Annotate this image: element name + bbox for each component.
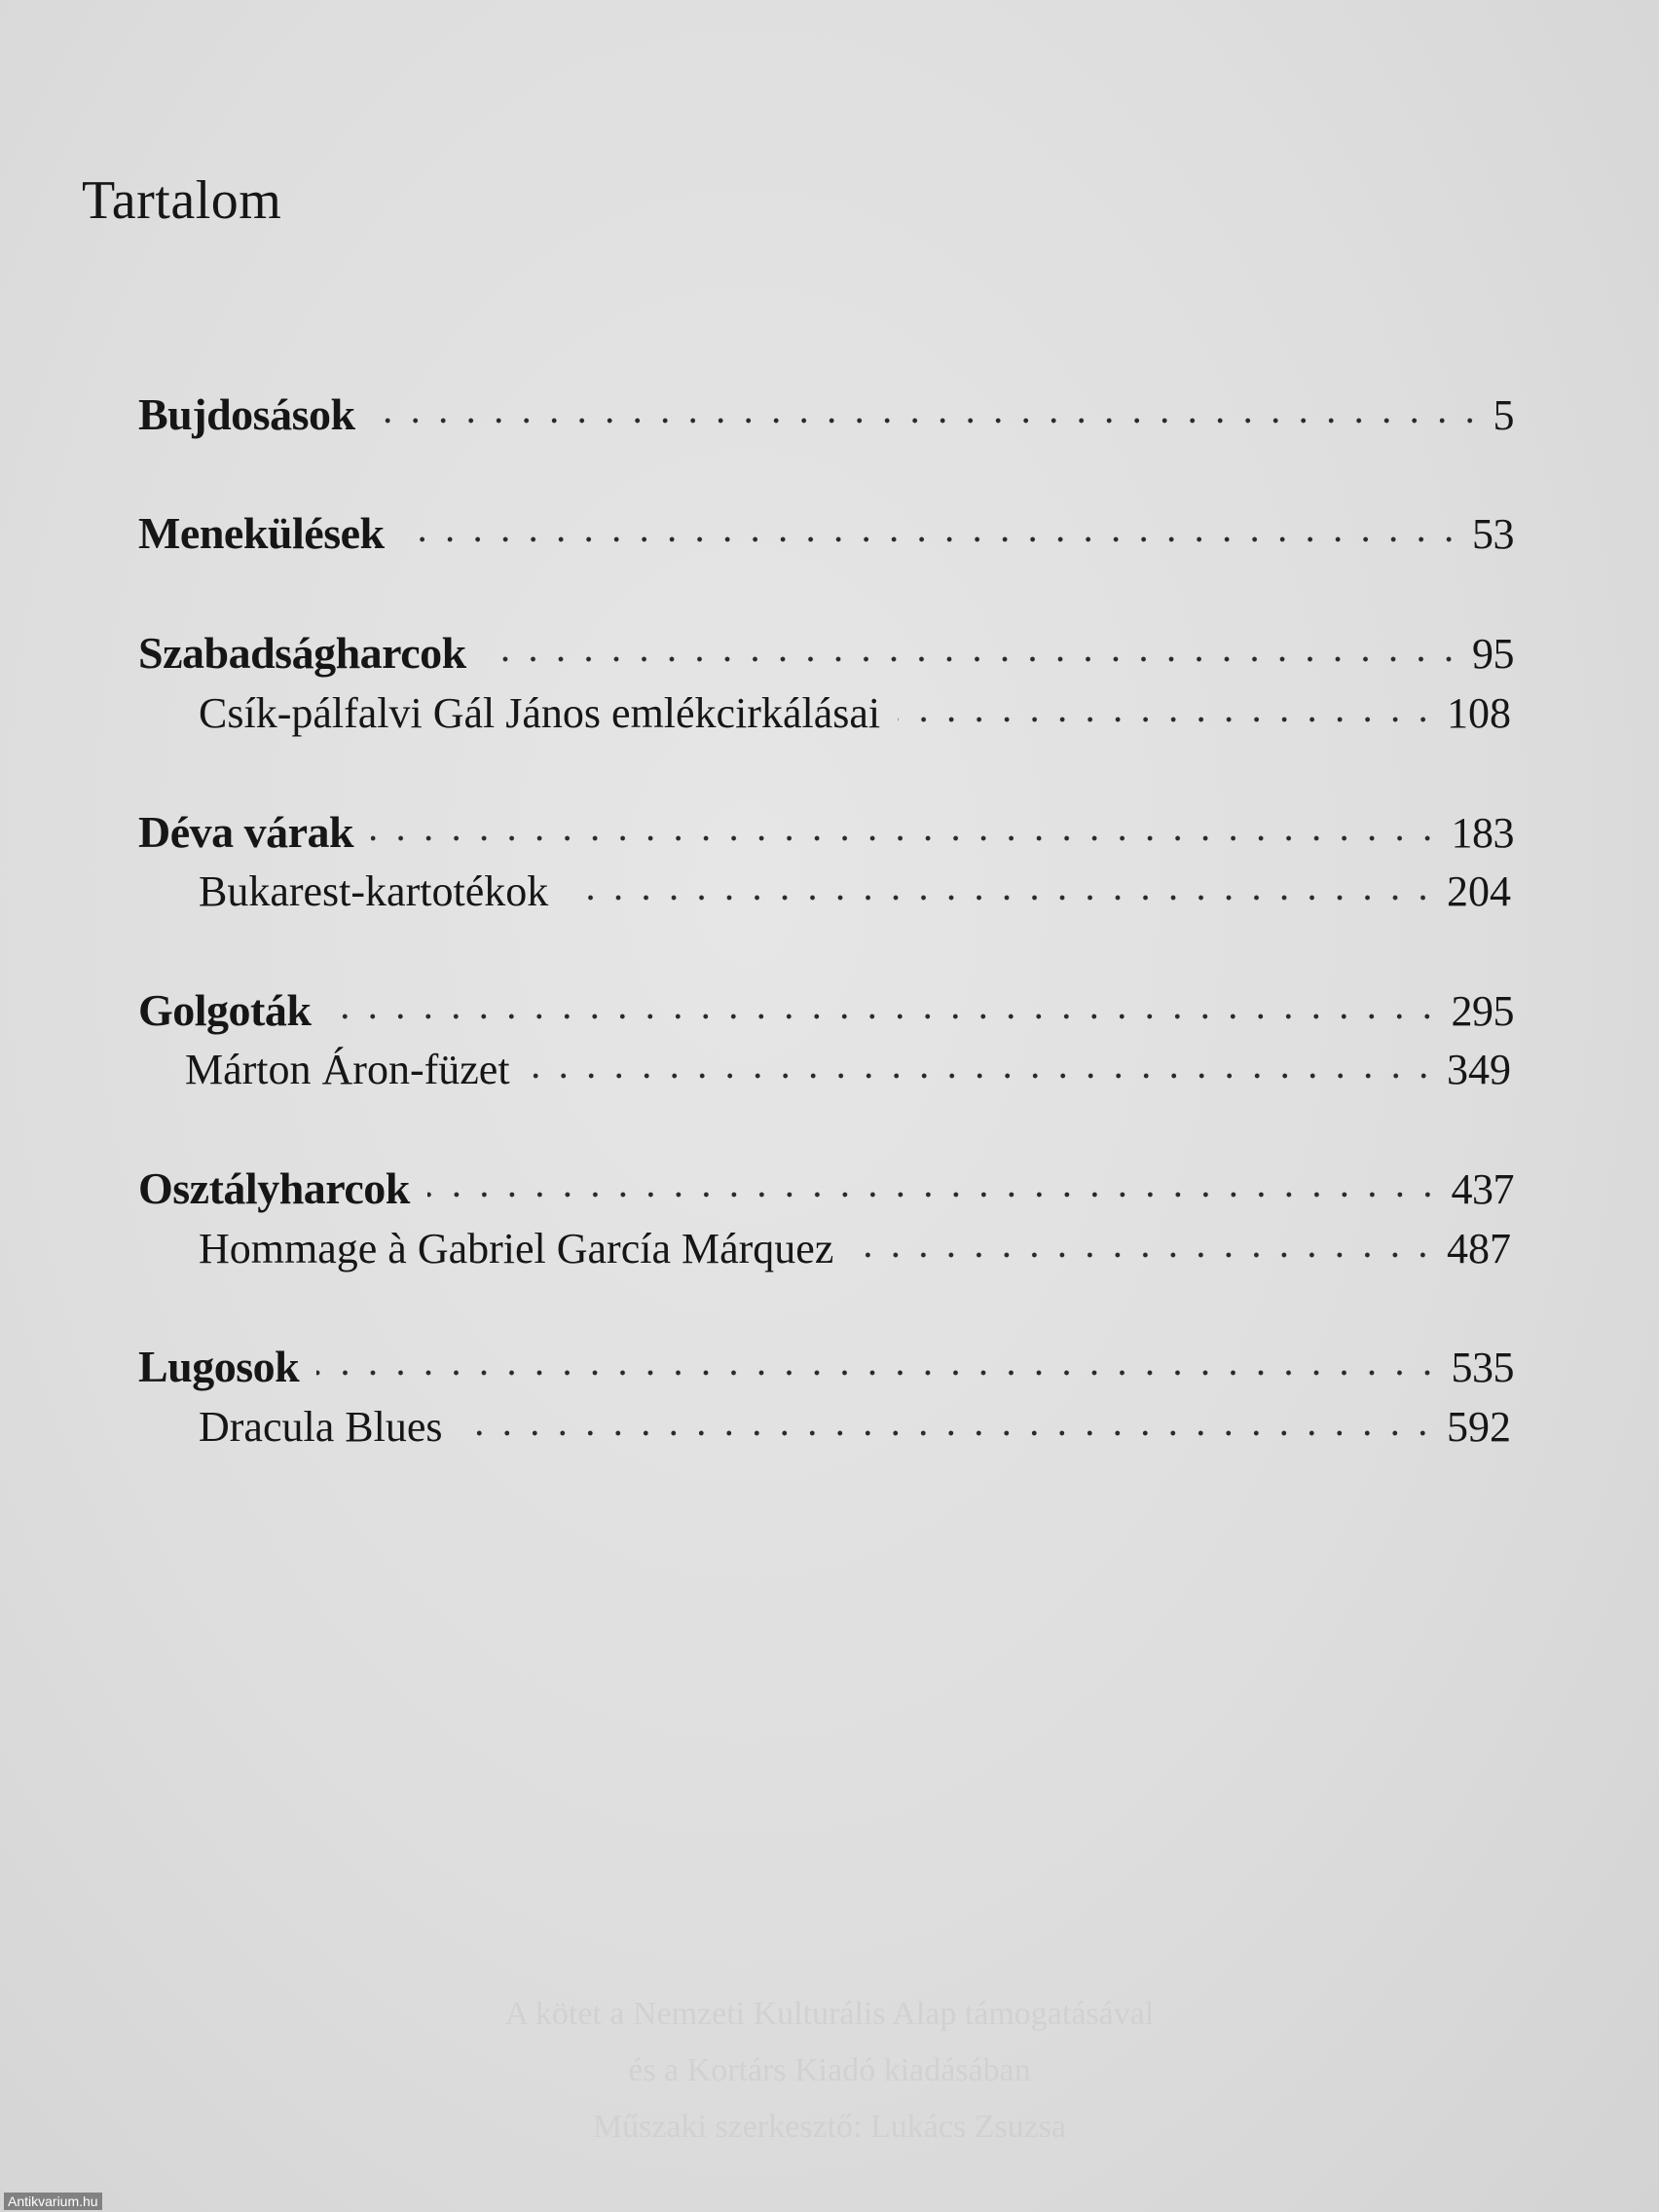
toc-entry-label: Szabadságharcok: [138, 628, 466, 678]
toc-entry-marton-aron[interactable]: [185, 1043, 1511, 1097]
dot-leader: [851, 1251, 1437, 1259]
toc-entry-label: Hommage à Gabriel García Márquez: [199, 1225, 834, 1272]
toc-page-number: 349: [1447, 1046, 1511, 1093]
toc-entry-label: Menekülések: [138, 508, 385, 558]
imprint-line: és a Kortárs Kiadó kiadásában: [628, 2052, 1031, 2088]
toc-entry-label: Bujdosások: [138, 389, 355, 439]
dot-leader: [373, 417, 1484, 424]
toc-page-number: 5: [1493, 391, 1514, 439]
imprint-line: Műszaki szerkesztő: Lukács Zsuzsa: [592, 2109, 1067, 2145]
toc-page-number: 592: [1447, 1403, 1511, 1451]
imprint-line: A kötet a Nemzeti Kulturális Alap támogatásával: [504, 1996, 1155, 2032]
toc-entry-bukarest-kartotekok[interactable]: [199, 865, 1511, 919]
toc-entry-label: Csík-pálfalvi Gál János emlékcirkálásai: [199, 689, 881, 737]
toc-entry-label: Bukarest-kartotékok: [199, 867, 549, 915]
toc-entry-golgotak[interactable]: [138, 983, 1514, 1038]
dot-leader: [328, 1013, 1441, 1020]
toc-entry-deva-varak[interactable]: [138, 805, 1514, 860]
toc-entry-szabadsagharcok[interactable]: [138, 626, 1514, 681]
imprint-show-through: [0, 1986, 1659, 2156]
toc-page-number: 437: [1451, 1165, 1514, 1213]
watermark: Antikvarium.hu: [4, 2193, 102, 2210]
toc-entry-menekulesek[interactable]: [138, 506, 1514, 561]
toc-entry-label: Dracula Blues: [199, 1403, 443, 1451]
toc-entry-osztalyharcok[interactable]: [138, 1161, 1514, 1216]
toc-entry-label: Golgoták: [138, 985, 312, 1035]
dot-leader: [898, 716, 1437, 723]
toc-page-number: 487: [1447, 1225, 1511, 1272]
toc-page-number: 53: [1472, 510, 1514, 558]
dot-leader: [528, 1072, 1437, 1080]
toc-entry-lugosok[interactable]: [138, 1340, 1514, 1394]
toc-page-number: 295: [1451, 987, 1514, 1035]
toc-page-number: 95: [1472, 630, 1514, 678]
toc-entry-dracula-blues[interactable]: [199, 1400, 1511, 1455]
dot-leader: [427, 1191, 1442, 1198]
toc-entry-bujdosasok[interactable]: [138, 387, 1514, 442]
dot-leader: [484, 655, 1462, 663]
toc-entry-label: Osztályharcok: [138, 1163, 410, 1213]
toc-entry-hommage[interactable]: [199, 1222, 1511, 1276]
toc-page-number: 108: [1447, 689, 1511, 737]
toc-entry-label: Márton Áron-füzet: [185, 1046, 510, 1093]
toc-page-number: 183: [1451, 809, 1514, 857]
dot-leader: [316, 1369, 1441, 1377]
toc-page-number: 204: [1447, 867, 1511, 915]
dot-leader: [566, 894, 1437, 902]
toc-entry-label: Déva várak: [138, 807, 354, 857]
page-title: Tartalom: [82, 170, 282, 231]
toc-page-number: 535: [1451, 1344, 1514, 1391]
dot-leader: [371, 834, 1441, 842]
toc-entry-csik-palfalvi[interactable]: [199, 686, 1511, 741]
toc-entry-label: Lugosok: [138, 1342, 300, 1391]
dot-leader: [460, 1429, 1437, 1437]
dot-leader: [402, 535, 1462, 543]
